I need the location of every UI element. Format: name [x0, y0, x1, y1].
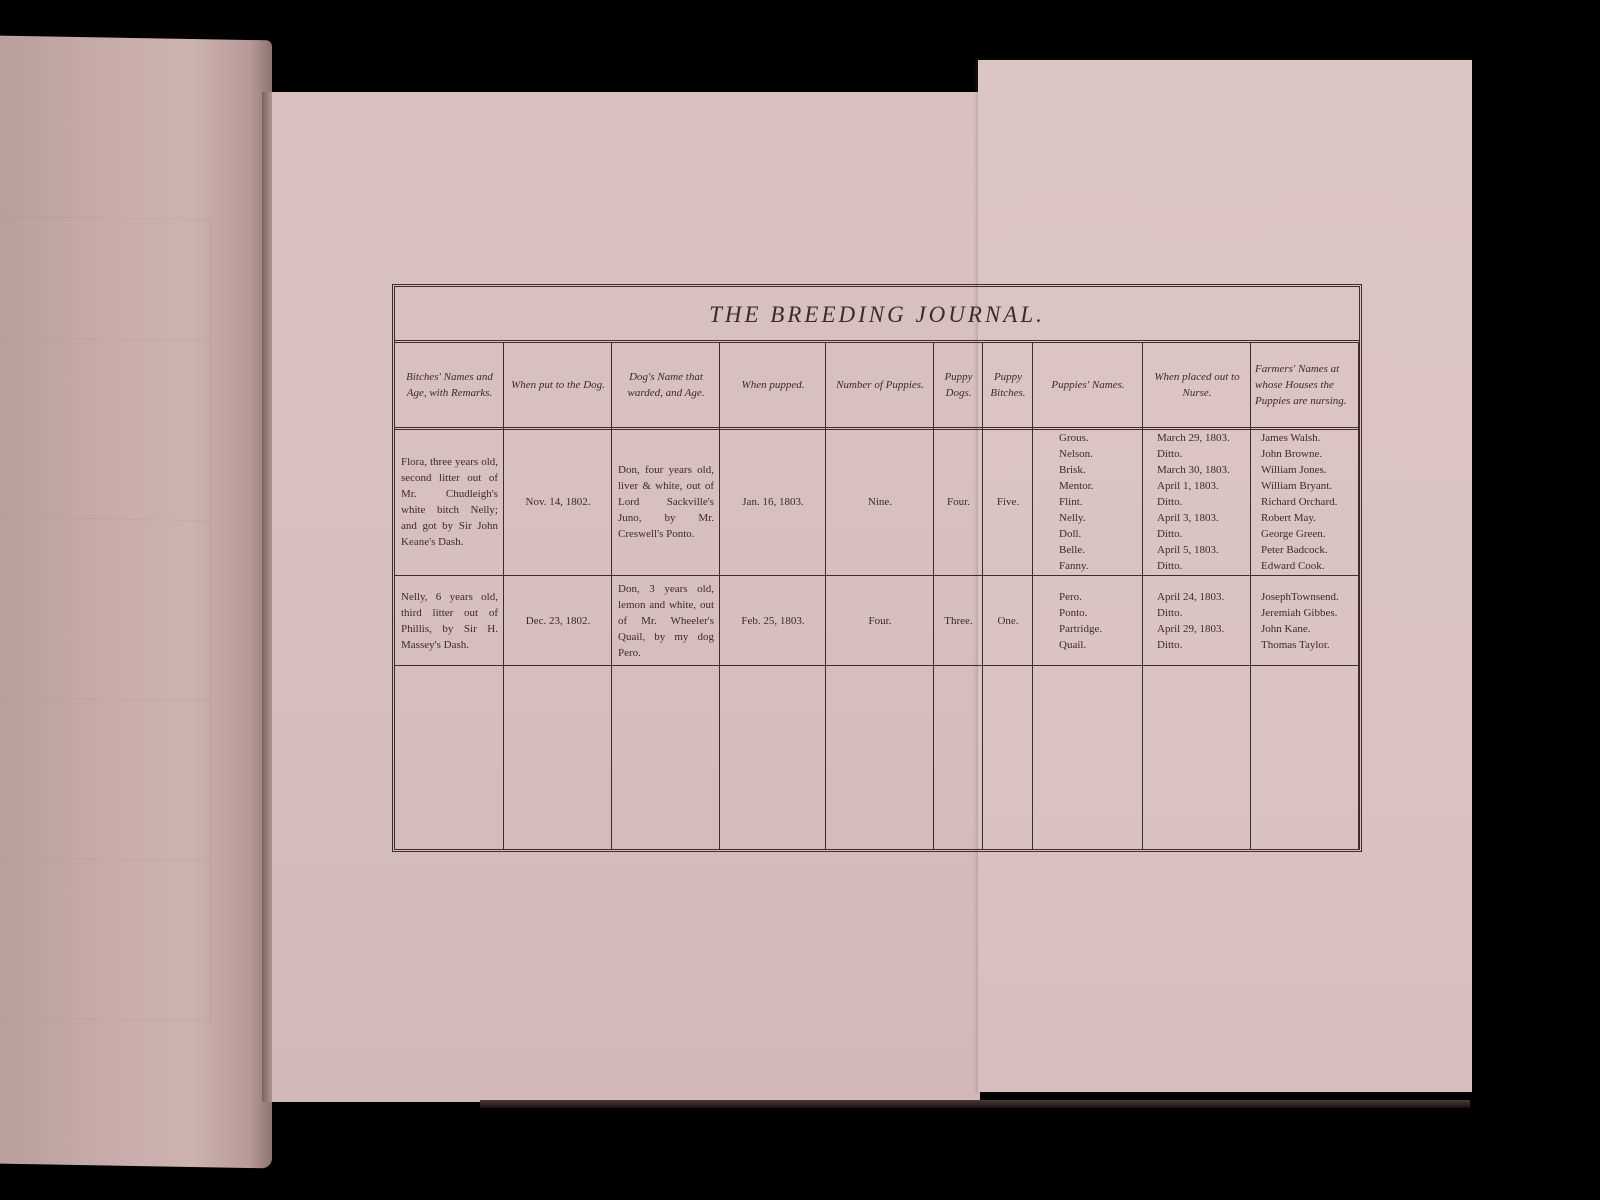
table-body	[395, 343, 1359, 849]
left-page	[0, 36, 272, 1169]
list-item: Nelly.	[1059, 512, 1086, 524]
list-item: Mentor.	[1059, 480, 1094, 492]
list-item: April 5, 1803.	[1157, 544, 1219, 556]
row1-puppy-dogs: Four.	[947, 496, 970, 508]
row1-number: Nine.	[867, 496, 893, 508]
list-item: William Jones.	[1261, 464, 1327, 476]
list-item: April 29, 1803.	[1157, 622, 1225, 635]
row-rule-2	[395, 665, 1359, 666]
header-pupped: When pupped.	[741, 379, 805, 391]
list-item: William Bryant.	[1261, 480, 1333, 492]
header-dog-name: Dog's Name that warded, and Age.	[627, 371, 705, 399]
list-item: John Browne.	[1261, 448, 1323, 460]
list-item: John Kane.	[1261, 622, 1311, 635]
header-puppies-names: Puppies' Names.	[1051, 379, 1125, 391]
journal-title: THE BREEDING JOURNAL.	[395, 287, 1359, 343]
left-page-show-through	[0, 216, 211, 1022]
row1-put-to-dog: Nov. 14, 1802.	[525, 496, 591, 508]
list-item: Ponto.	[1059, 606, 1088, 619]
list-item: March 30, 1803.	[1157, 464, 1230, 476]
list-item: Edward Cook.	[1261, 560, 1325, 572]
row2-dog: Don, 3 years old, lemon and white, out of Mr. Wheeler's Quail, by my dog Pero.	[618, 582, 714, 659]
list-item: Flint.	[1059, 496, 1083, 508]
row2-puppy-dogs: Three.	[944, 614, 973, 627]
list-item: Ditto.	[1157, 448, 1183, 460]
list-item: Grous.	[1059, 432, 1089, 444]
row2-number: Four.	[868, 614, 892, 627]
list-item: Pero.	[1059, 590, 1082, 603]
list-item: Robert May.	[1261, 512, 1316, 524]
list-item: Thomas Taylor.	[1261, 638, 1330, 651]
row2-put-to-dog: Dec. 23, 1802.	[525, 614, 591, 627]
list-item: April 24, 1803.	[1157, 590, 1225, 603]
list-item: Peter Badcock.	[1261, 544, 1328, 556]
list-item: Doll.	[1059, 528, 1082, 540]
header-puppy-dogs: Puppy Dogs.	[944, 371, 973, 399]
row1-farmers	[1251, 429, 1359, 575]
list-item: Nelson.	[1059, 448, 1093, 460]
page-edge	[480, 1100, 1470, 1108]
list-item: Fanny.	[1059, 560, 1089, 572]
list-item: JosephTownsend.	[1261, 590, 1339, 603]
row2-puppies	[1033, 576, 1143, 665]
row1-pupped: Jan. 16, 1803.	[742, 496, 804, 508]
list-item: Jeremiah Gibbes.	[1261, 606, 1338, 619]
list-item: Richard Orchard.	[1261, 496, 1338, 508]
row1-nurse	[1143, 429, 1251, 575]
row1-puppies	[1033, 429, 1143, 575]
list-item: Belle.	[1059, 544, 1085, 556]
list-item: Ditto.	[1157, 528, 1183, 540]
list-item: Ditto.	[1157, 606, 1183, 619]
header-farmers: Farmers' Names at whose Houses the Puppies are nursing.	[1255, 363, 1347, 407]
row2-bitch: Nelly, 6 years old, third litter out of Phillis, by Sir H. Massey's Dash.	[401, 590, 498, 651]
header-nurse: When placed out to Nurse.	[1154, 371, 1240, 399]
list-item: James Walsh.	[1261, 432, 1321, 444]
header-put-to-dog: When put to the Dog.	[511, 379, 605, 391]
list-item: George Green.	[1261, 528, 1326, 540]
list-item: April 1, 1803.	[1157, 480, 1219, 492]
list-item: Ditto.	[1157, 496, 1183, 508]
row2-nurse	[1143, 576, 1251, 665]
row1-dog: Don, four years old, liver & white, out of Lord Sackville's Juno, by Mr. Creswell's Ponto.	[618, 464, 714, 540]
list-item: Partridge.	[1059, 622, 1103, 635]
row2-farmers	[1251, 576, 1359, 665]
row1-bitch: Flora, three years old, second litter out of Mr. Chudleigh's white bitch Nelly; and got by Sir John Keane's Dash.	[401, 456, 498, 548]
header-number: Number of Puppies.	[836, 379, 924, 391]
header-puppy-bitches: Puppy Bitches.	[990, 371, 1026, 399]
list-item: Quail.	[1059, 638, 1087, 651]
list-item: Ditto.	[1157, 560, 1183, 572]
row2-pupped: Feb. 25, 1803.	[741, 614, 805, 627]
list-item: April 3, 1803.	[1157, 512, 1219, 524]
list-item: Ditto.	[1157, 638, 1183, 651]
list-item: March 29, 1803.	[1157, 432, 1230, 444]
breeding-journal-table	[392, 284, 1362, 852]
list-item: Brisk.	[1059, 464, 1086, 476]
row2-puppy-bitches: One.	[997, 614, 1019, 627]
header-bitches: Bitches' Names and Age, with Remarks.	[406, 371, 493, 399]
row1-puppy-bitches: Five.	[996, 496, 1020, 508]
